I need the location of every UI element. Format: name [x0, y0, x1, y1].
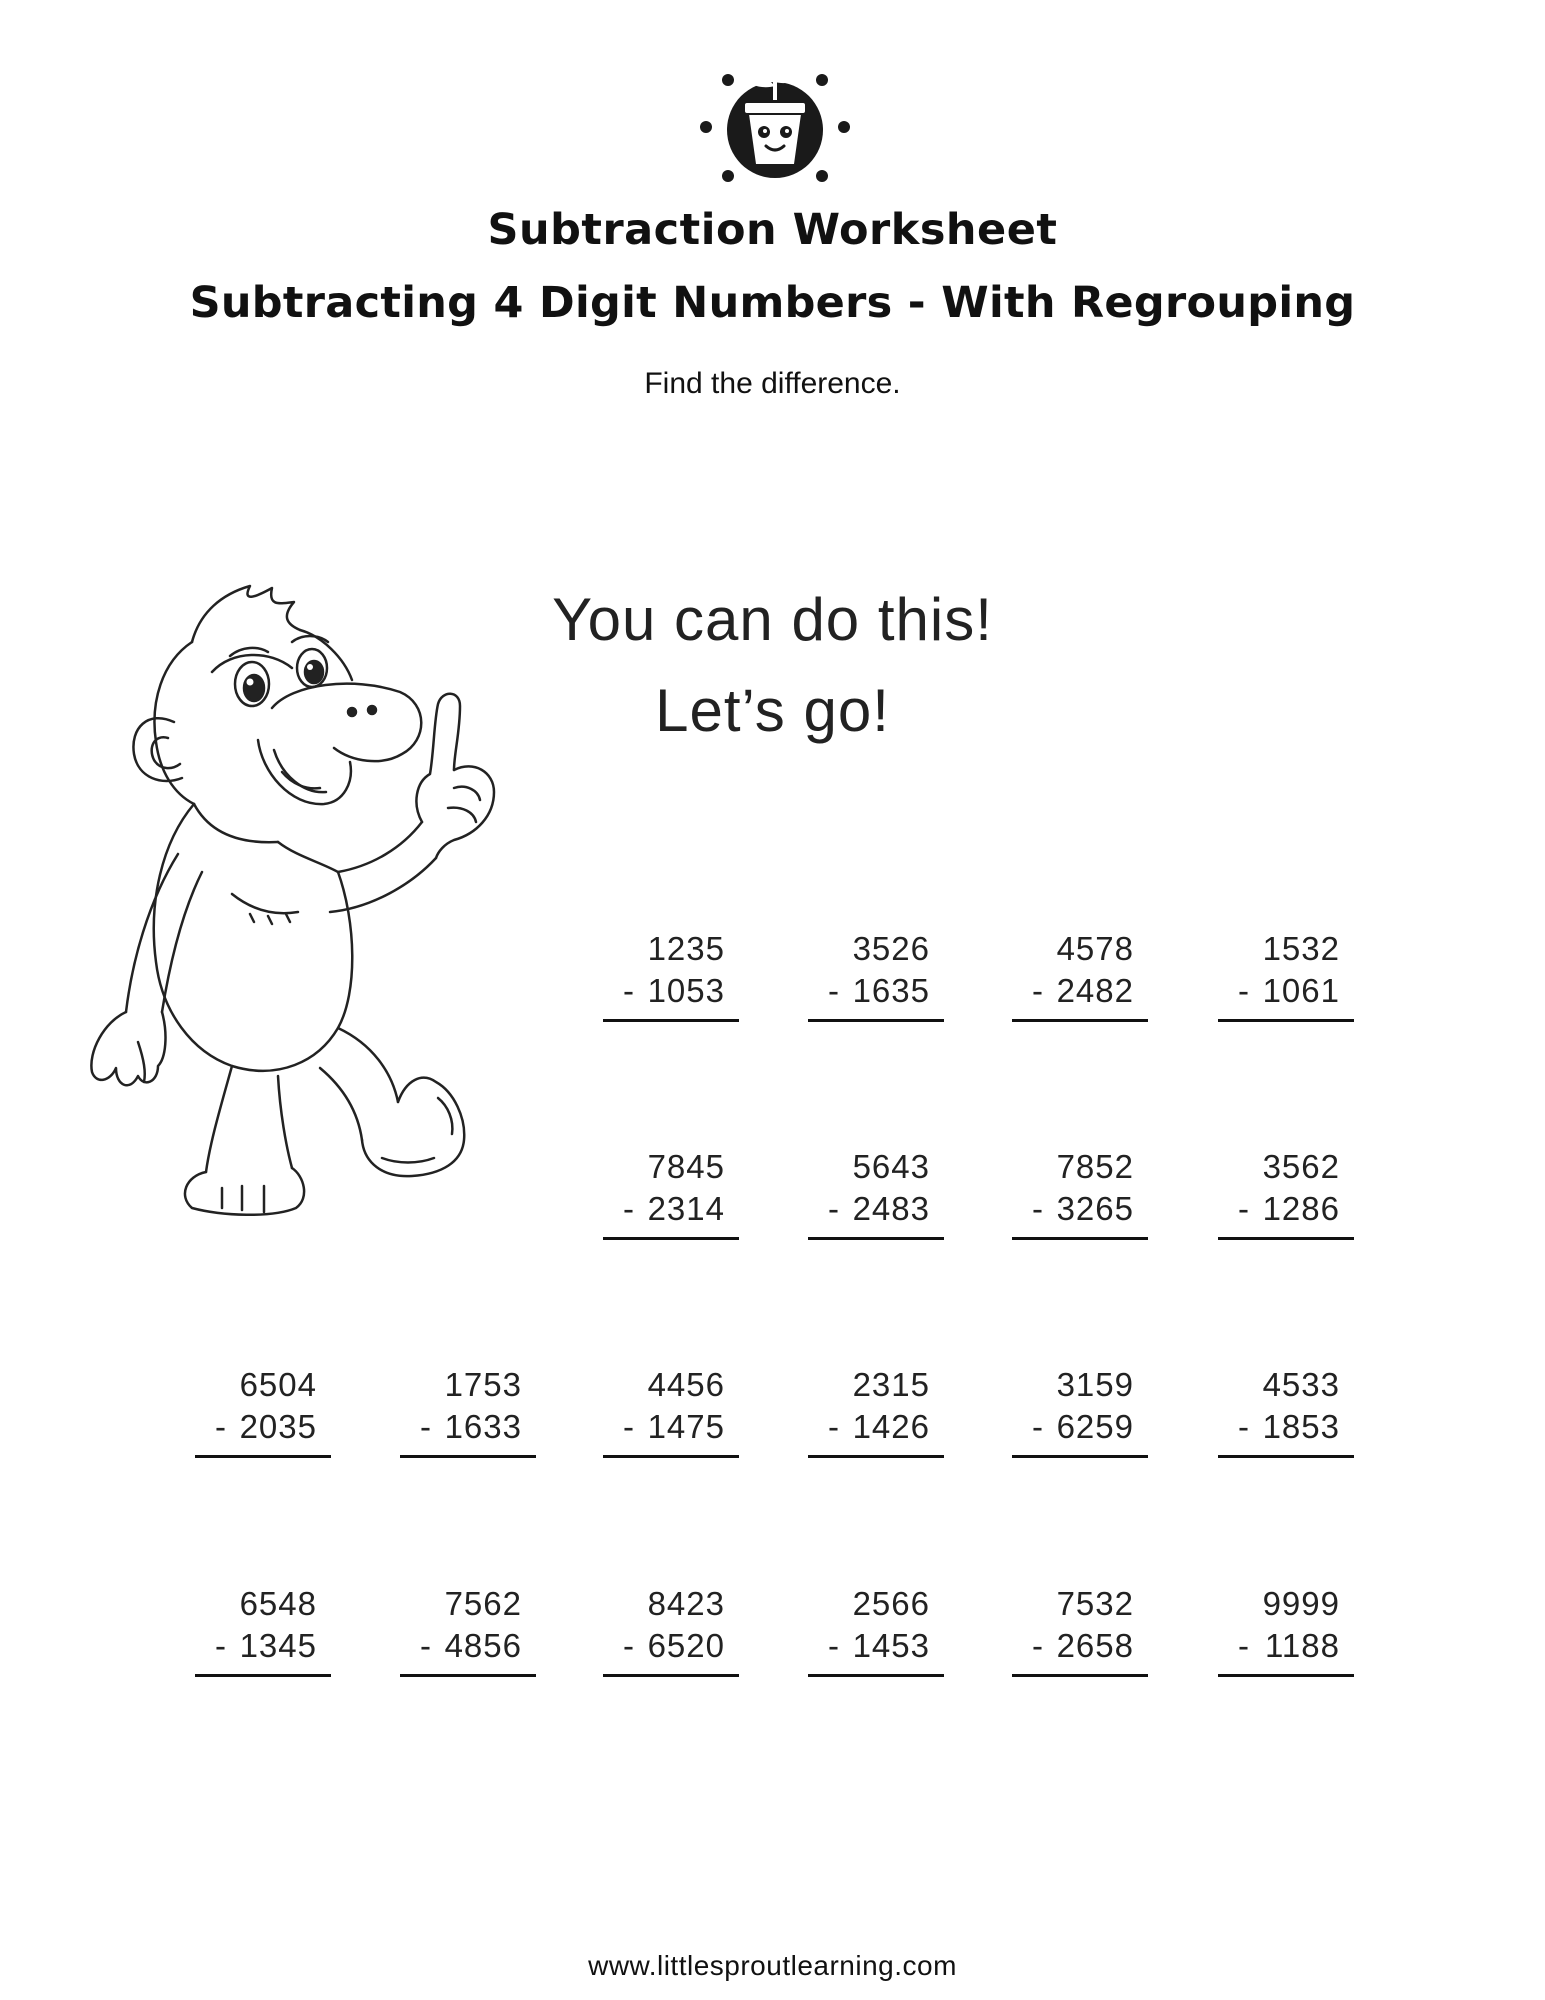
- subtraction-problem: [1012, 1585, 1148, 1685]
- minuend: 4578: [1056, 930, 1134, 967]
- subtrahend: 1061: [1262, 972, 1340, 1009]
- minus-sign: -: [623, 972, 634, 1009]
- minus-sign: -: [828, 1190, 839, 1227]
- minus-sign: -: [623, 1190, 634, 1227]
- subtrahend: 1345: [239, 1627, 317, 1664]
- minuend: 8423: [647, 1585, 725, 1622]
- subtrahend: 1053: [647, 972, 725, 1009]
- minus-sign: -: [420, 1408, 431, 1445]
- subtraction-problem: [1218, 1366, 1354, 1466]
- answer-line: [603, 1674, 739, 1677]
- answer-line: [1218, 1674, 1354, 1677]
- answer-line: [603, 1455, 739, 1458]
- minuend: 2315: [852, 1366, 930, 1403]
- subtraction-problem: [808, 930, 944, 1030]
- minuend: 1753: [444, 1366, 522, 1403]
- motivation-line-2: Let’s go!: [655, 677, 890, 744]
- subtraction-problem: [1012, 930, 1148, 1030]
- minuend: 3562: [1262, 1148, 1340, 1185]
- minus-sign: -: [215, 1408, 226, 1445]
- answer-line: [1012, 1674, 1148, 1677]
- subtrahend: 1475: [647, 1408, 725, 1445]
- subtrahend: 1635: [852, 972, 930, 1009]
- subtraction-problem: [1218, 1148, 1354, 1248]
- minus-sign: -: [1032, 1190, 1043, 1227]
- minuend: 1235: [647, 930, 725, 967]
- subtraction-problem: [195, 1366, 331, 1466]
- subtraction-problem: [400, 1585, 536, 1685]
- minus-sign: -: [828, 972, 839, 1009]
- minuend: 5643: [852, 1148, 930, 1185]
- minuend: 2566: [852, 1585, 930, 1622]
- motivation-line-1: You can do this!: [552, 586, 993, 653]
- subtrahend: 6520: [647, 1627, 725, 1664]
- minus-sign: -: [1238, 972, 1249, 1009]
- minuend: 3159: [1056, 1366, 1134, 1403]
- subtrahend: 2483: [852, 1190, 930, 1227]
- minus-sign: -: [1032, 1408, 1043, 1445]
- subtrahend: 2482: [1056, 972, 1134, 1009]
- answer-line: [1012, 1455, 1148, 1458]
- minuend: 7562: [444, 1585, 522, 1622]
- instructions-text: Find the difference.: [644, 367, 901, 400]
- answer-line: [603, 1019, 739, 1022]
- answer-line: [808, 1237, 944, 1240]
- monkey-illustration-icon: [82, 572, 572, 1222]
- subtraction-problem: [603, 930, 739, 1030]
- minus-sign: -: [1238, 1627, 1249, 1664]
- subtrahend: 3265: [1056, 1190, 1134, 1227]
- subtrahend: 1633: [444, 1408, 522, 1445]
- subtraction-problem: [808, 1148, 944, 1248]
- minus-sign: -: [828, 1408, 839, 1445]
- minuend: 4533: [1262, 1366, 1340, 1403]
- minus-sign: -: [1032, 1627, 1043, 1664]
- subtraction-problem: [1218, 930, 1354, 1030]
- answer-line: [195, 1455, 331, 1458]
- subtrahend: 6259: [1056, 1408, 1134, 1445]
- subtrahend: 1426: [852, 1408, 930, 1445]
- subtrahend: 4856: [444, 1627, 522, 1664]
- footer-website: www.littlesproutlearning.com: [588, 1950, 957, 1981]
- minuend: 4456: [647, 1366, 725, 1403]
- answer-line: [195, 1674, 331, 1677]
- answer-line: [603, 1237, 739, 1240]
- minus-sign: -: [420, 1627, 431, 1664]
- worksheet-title: Subtraction Worksheet: [487, 205, 1058, 255]
- answer-line: [1012, 1019, 1148, 1022]
- minus-sign: -: [828, 1627, 839, 1664]
- minus-sign: -: [623, 1408, 634, 1445]
- subtraction-problem: [603, 1585, 739, 1685]
- minus-sign: -: [623, 1627, 634, 1664]
- minuend: 6548: [239, 1585, 317, 1622]
- minuend: 7852: [1056, 1148, 1134, 1185]
- answer-line: [1218, 1237, 1354, 1240]
- answer-line: [808, 1455, 944, 1458]
- subtrahend: 1453: [852, 1627, 930, 1664]
- subtraction-problem: [1012, 1148, 1148, 1248]
- subtrahend: 2658: [1056, 1627, 1134, 1664]
- answer-line: [1218, 1455, 1354, 1458]
- subtrahend: 2035: [239, 1408, 317, 1445]
- subtraction-problem: [195, 1585, 331, 1685]
- minuend: 1532: [1262, 930, 1340, 967]
- answer-line: [808, 1019, 944, 1022]
- minuend: 6504: [239, 1366, 317, 1403]
- subtraction-problem: [1012, 1366, 1148, 1466]
- minus-sign: -: [1238, 1190, 1249, 1227]
- sprout-pot-logo-icon: [690, 52, 860, 192]
- minus-sign: -: [1238, 1408, 1249, 1445]
- answer-line: [400, 1455, 536, 1458]
- subtraction-problem: [400, 1366, 536, 1466]
- minus-sign: -: [1032, 972, 1043, 1009]
- minuend: 9999: [1262, 1585, 1340, 1622]
- answer-line: [1218, 1019, 1354, 1022]
- minuend: 3526: [852, 930, 930, 967]
- subtraction-problem: [603, 1148, 739, 1248]
- answer-line: [808, 1674, 944, 1677]
- subtraction-problem: [808, 1585, 944, 1685]
- answer-line: [1012, 1237, 1148, 1240]
- minuend: 7845: [647, 1148, 725, 1185]
- answer-line: [400, 1674, 536, 1677]
- minuend: 7532: [1056, 1585, 1134, 1622]
- subtrahend: 1853: [1262, 1408, 1340, 1445]
- subtrahend: 1188: [1265, 1627, 1340, 1664]
- subtraction-problem: [1218, 1585, 1354, 1685]
- subtraction-problem: [603, 1366, 739, 1466]
- subtrahend: 1286: [1262, 1190, 1340, 1227]
- subtraction-problem: [808, 1366, 944, 1466]
- minus-sign: -: [215, 1627, 226, 1664]
- worksheet-subtitle: Subtracting 4 Digit Numbers - With Regrouping: [189, 278, 1356, 328]
- subtrahend: 2314: [647, 1190, 725, 1227]
